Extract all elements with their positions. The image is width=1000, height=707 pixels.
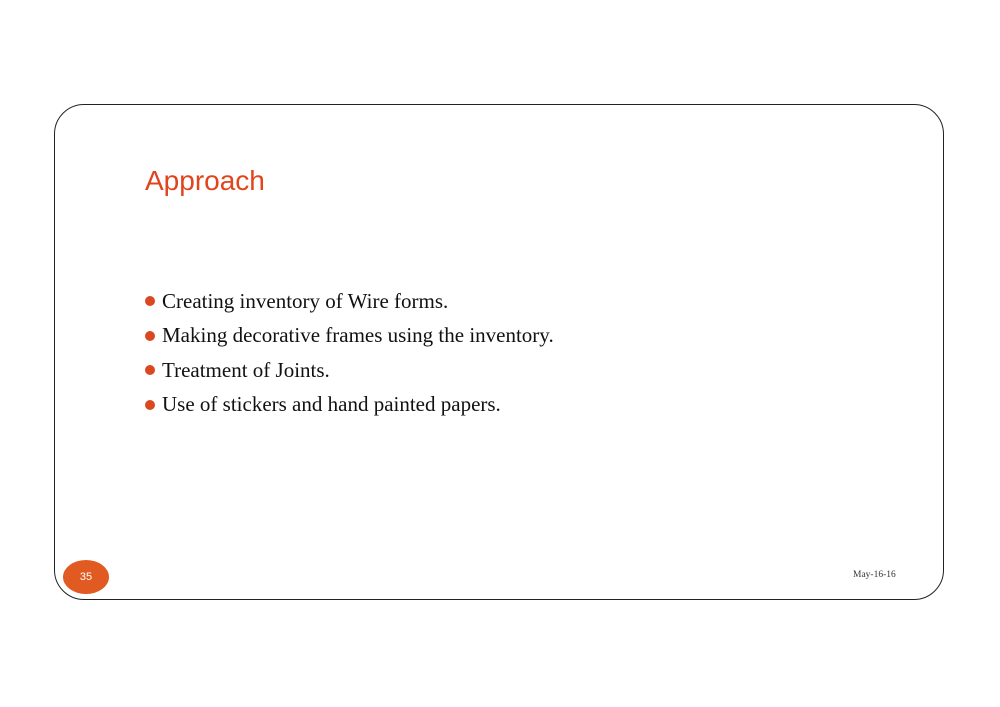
bullet-text: Making decorative frames using the inventory. bbox=[162, 323, 554, 348]
bullet-dot-icon bbox=[145, 365, 155, 375]
bullet-dot-icon bbox=[145, 400, 155, 410]
bullet-text: Treatment of Joints. bbox=[162, 357, 330, 382]
page-number-badge: 35 bbox=[63, 560, 109, 594]
list-item bbox=[145, 319, 554, 354]
list-item bbox=[145, 388, 554, 423]
slide-date: May-16-16 bbox=[853, 570, 896, 580]
list-item bbox=[145, 353, 554, 388]
bullet-dot-icon bbox=[145, 296, 155, 306]
bullet-dot-icon bbox=[145, 331, 155, 341]
list-item bbox=[145, 284, 554, 319]
bullet-list bbox=[145, 284, 554, 422]
slide-title: Approach bbox=[145, 165, 265, 196]
bullet-text: Creating inventory of Wire forms. bbox=[162, 288, 449, 313]
bullet-text: Use of stickers and hand painted papers. bbox=[162, 392, 501, 417]
